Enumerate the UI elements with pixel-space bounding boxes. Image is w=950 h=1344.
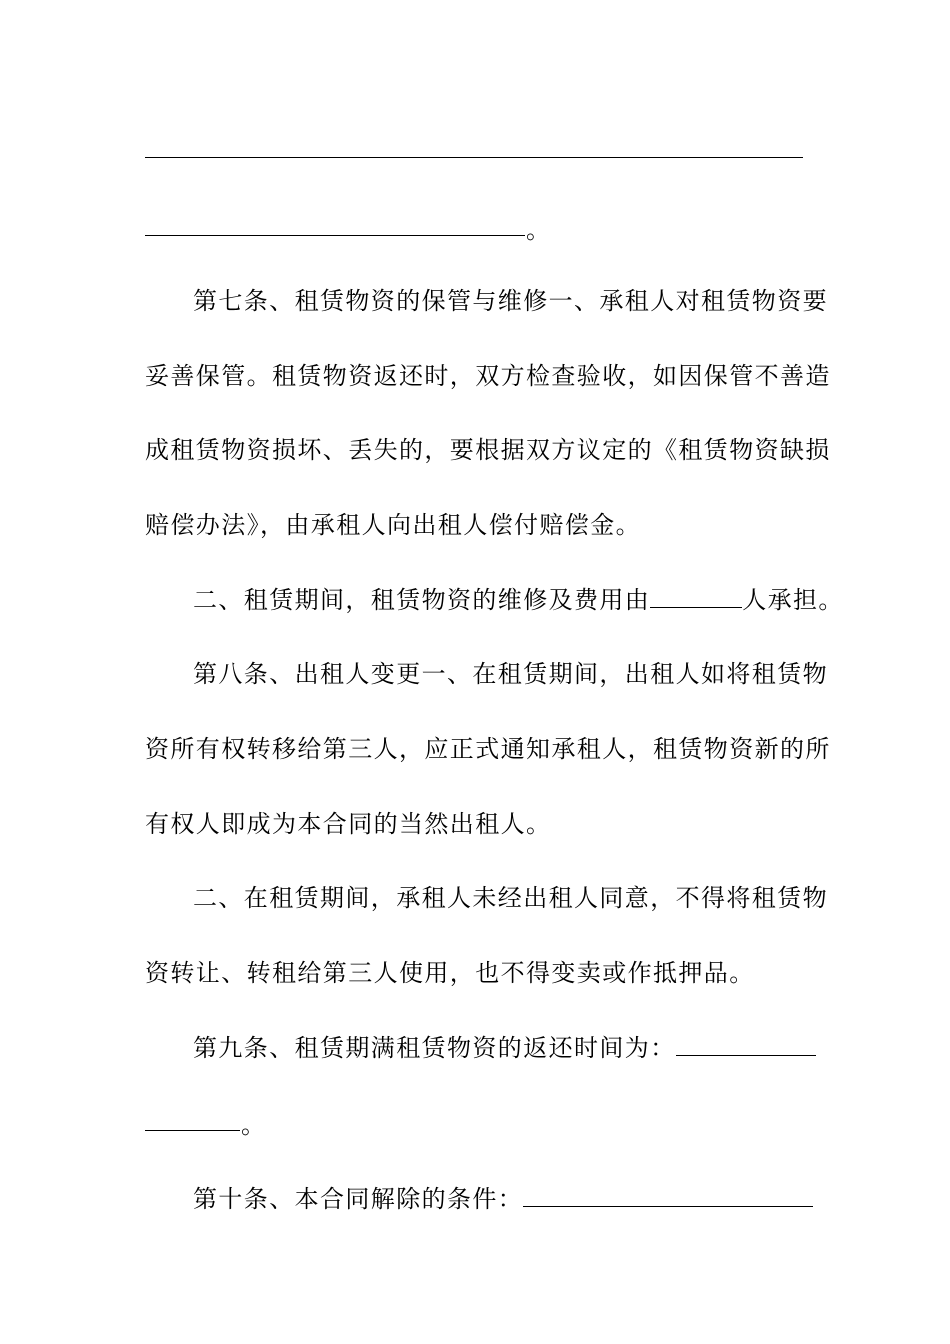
article-9-line (193, 1032, 805, 1064)
article-8-line-2: 资所有权转移给第三人，应正式通知承租人，租赁物资新的所 (145, 735, 831, 763)
fill-in-line (145, 1130, 240, 1131)
fill-in-blank (676, 1033, 816, 1056)
fill-in-line (145, 235, 525, 236)
article-8-line-3: 有权人即成为本合同的当然出租人。 (145, 810, 552, 838)
article-7-line-2: 妥善保管。租赁物资返还时，双方检查验收，如因保管不善造 (145, 362, 831, 390)
fill-in-blank (650, 585, 742, 608)
article-8-clause-2-line-1: 二、在租赁期间，承租人未经出租人同意，不得将租赁物 (193, 884, 828, 912)
article-7-line-3: 成租赁物资损坏、丢失的，要根据双方议定的《租赁物资缺损 (145, 436, 831, 464)
clause-text: 第九条、租赁期满租赁物资的返还时间为： (193, 1034, 676, 1062)
article-8-line-1: 第八条、出租人变更一、在租赁期间，出租人如将租赁物 (193, 660, 828, 688)
clause-text: 二、租赁期间，租赁物资的维修及费用由 (193, 586, 651, 614)
fill-in-blank (523, 1184, 813, 1207)
sentence-period: 。 (526, 216, 550, 244)
clause-text-end: 人承担。 (742, 586, 844, 614)
article-7-line-1: 第七条、租赁物资的保管与维修一、承租人对租赁物资要 (193, 287, 828, 315)
sentence-period: 。 (241, 1111, 265, 1139)
fill-in-line (145, 157, 803, 158)
article-8-clause-2-line-2: 资转让、转租给第三人使用，也不得变卖或作抵押品。 (145, 959, 755, 987)
clause-text: 第十条、本合同解除的条件： (193, 1185, 524, 1213)
article-7-line-4: 赔偿办法》，由承租人向出租人偿付赔偿金。 (145, 511, 641, 539)
article-7-clause-2 (193, 584, 844, 616)
article-10-line (193, 1183, 805, 1215)
